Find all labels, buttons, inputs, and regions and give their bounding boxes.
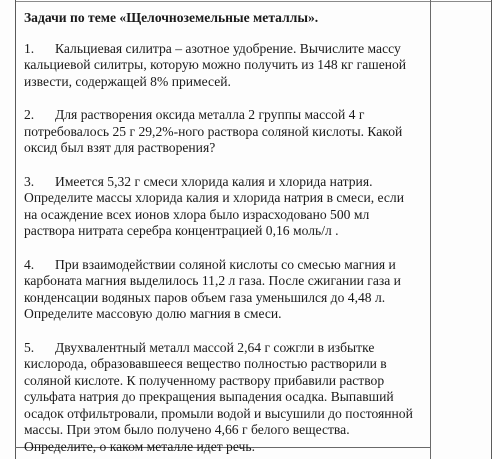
task-text-line: соляной кислоте. К полученному раствору прибавили раствор [24, 372, 385, 388]
task-number: 3. [24, 173, 35, 189]
task-number: 4. [24, 256, 35, 272]
task-item-4 [24, 257, 424, 323]
task-first-line [24, 107, 424, 124]
task-text-line: массы. При этом было получено 4,66 г белого вещества. [24, 422, 350, 437]
task-text-line: При взаимодействии соляной кислоты со смесью магния и [55, 256, 396, 272]
task-text-line: Определите массы хлорида калия и хлорида натрия в смеси, если [24, 190, 404, 205]
page-title: Задачи по теме «Щелочноземельные металлы». [24, 10, 319, 25]
task-text-line: оксид был взят для растворения? [24, 140, 216, 155]
task-text-line: Для растворения оксида металла 2 группы массой 4 г [55, 107, 365, 122]
task-first-line [24, 41, 424, 58]
task-text-line: карбоната магния выделилось 11,2 л газа. После сжигании газа и [24, 273, 401, 288]
task-number: 1. [24, 40, 35, 56]
task-item-2 [24, 107, 424, 157]
task-text-line: сульфата натрия до прекращения выпадения осадка. Выпавший [24, 389, 394, 404]
task-text-line: раствора нитрата серебра концентрацией 0,16 моль/л . [24, 223, 339, 238]
task-text-line: Определите, о каком металле идет речь. [24, 438, 255, 454]
task-text-line: на осаждение всех ионов хлора было израсходовано 500 мл [24, 206, 370, 222]
task-first-line [24, 257, 424, 274]
table-column-divider [430, 0, 431, 459]
task-text-line: кислорода, образовавшееся вещество полностью растворили в [24, 356, 387, 371]
task-number: 5. [24, 339, 35, 355]
task-text-line: извести, содержащей 8% примесей. [24, 73, 231, 89]
task-text-line: потребовалось 25 г 29,2%-ного раствора соляной кислоты. Какой [24, 123, 403, 139]
task-text-line: Кальциевая силитра – азотное удобрение. Вычислите массу [55, 40, 401, 56]
task-text-line: кальциевой силитры, которую можно получить из 148 кг гашеной [24, 57, 407, 72]
task-number: 2. [24, 107, 35, 122]
task-first-line [24, 174, 424, 191]
task-first-line [24, 340, 424, 357]
task-text-line: осадок отфильтровали, промыли водой и высушили до постоянной [24, 405, 413, 421]
task-cell [24, 10, 424, 472]
task-item-5 [24, 340, 424, 456]
task-item-3 [24, 174, 424, 240]
task-text-line: Имеется 5,32 г смеси хлорида калия и хлорида натрия. [55, 173, 373, 189]
task-text-line: Определите массовую долю магния в смеси. [24, 306, 282, 321]
task-text-line: конденсации водяных паров объем газа уменьшился до 4,48 л. [24, 289, 386, 305]
task-item-1 [24, 41, 424, 91]
task-text-line: Двухвалентный металл массой 2,64 г сожгли в избытке [55, 339, 375, 355]
